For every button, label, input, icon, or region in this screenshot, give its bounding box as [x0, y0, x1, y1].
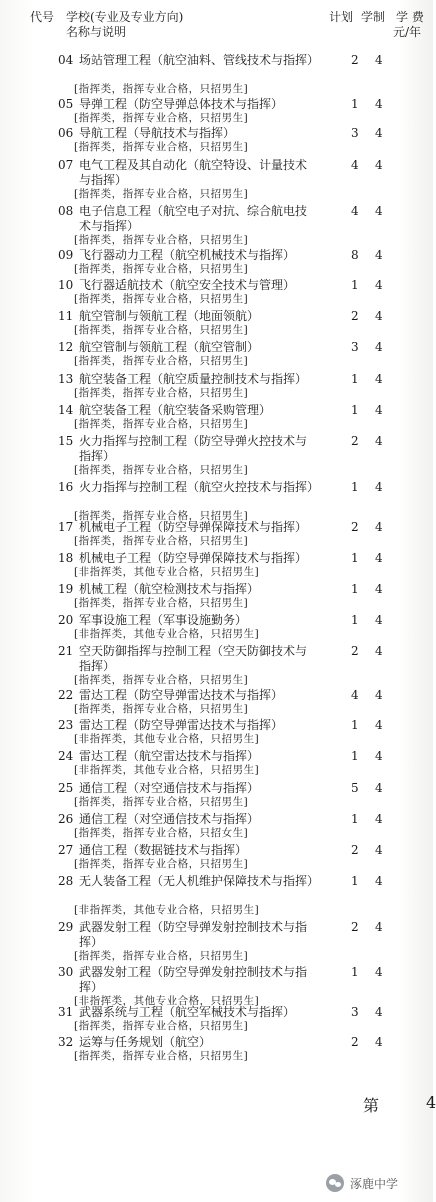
major-name: 通信工程（对空通信技术与指挥） — [79, 781, 260, 795]
major-code: 23 — [58, 718, 74, 732]
major-name: 通信工程（数据链技术与指挥） — [79, 843, 248, 857]
major-name: 空天防御指挥与控制工程（空天防御技术与指挥） — [79, 644, 308, 673]
major-code: 20 — [58, 613, 74, 627]
major-plan: 4 — [351, 158, 359, 172]
major-note: [指挥类，指挥专业合格，只招男生] — [74, 263, 249, 275]
major-note: [指挥类，指挥专业合格，只招男生] — [74, 418, 249, 430]
major-plan: 1 — [351, 372, 359, 386]
major-code: 26 — [58, 812, 74, 826]
major-duration: 4 — [375, 1005, 383, 1019]
major-duration: 4 — [375, 812, 383, 826]
major-code: 16 — [58, 480, 74, 494]
major-code: 24 — [58, 749, 74, 763]
major-code: 22 — [58, 688, 74, 702]
major-plan: 1 — [351, 718, 359, 732]
major-code: 11 — [58, 309, 74, 323]
major-note: [指挥类，指挥专业合格，只招男生] — [74, 858, 249, 870]
major-code: 31 — [58, 1005, 74, 1019]
major-note: [指挥类，指挥专业合格，只招男生] — [74, 597, 249, 609]
major-duration: 4 — [375, 874, 383, 888]
major-duration: 4 — [375, 749, 383, 763]
major-note: [非指挥类，其他专业合格，只招男生] — [74, 566, 260, 578]
major-code: 25 — [58, 781, 74, 795]
header-school-desc: 名称与说明 — [66, 25, 127, 39]
major-code: 06 — [58, 126, 74, 140]
major-name: 航空管制与领航工程（航空管制） — [79, 340, 260, 354]
major-plan: 2 — [351, 434, 359, 448]
major-name: 火力指挥与控制工程（防空导弹火控技术与指挥） — [79, 434, 308, 463]
header-fee-unit: 元/年 — [393, 25, 422, 39]
major-plan: 1 — [351, 613, 359, 627]
major-note: [指挥类，指挥专业合格，只招男生] — [74, 141, 249, 153]
major-note: [指挥类，指挥专业合格，只招男生] — [74, 324, 249, 336]
major-duration: 4 — [375, 718, 383, 732]
watermark — [326, 1173, 398, 1193]
major-name: 机械工程（航空检测技术与指挥） — [79, 582, 260, 596]
header-plan: 计划 — [329, 10, 354, 24]
major-note: [指挥类，指挥专业合格，只招男生] — [74, 703, 249, 715]
major-plan: 4 — [351, 688, 359, 702]
major-name: 机械电子工程（防空导弹保障技术与指挥） — [79, 520, 308, 534]
major-duration: 4 — [375, 480, 383, 494]
major-plan: 1 — [351, 97, 359, 111]
page-number-tail: 4 — [426, 1093, 436, 1112]
watermark-text: 涿鹿中学 — [350, 1176, 399, 1191]
major-note: [指挥类，指挥专业合格，只招女生] — [74, 827, 249, 839]
major-name: 导弹工程（防空导弹总体技术与指挥） — [79, 97, 284, 111]
major-name: 运筹与任务规划（航空） — [79, 1035, 212, 1049]
major-name: 通信工程（对空通信技术与指挥） — [79, 812, 260, 826]
header-school: 学校(专业及专业方向) — [66, 10, 184, 24]
major-note: [指挥类，指挥专业合格，只招男生] — [74, 1050, 249, 1062]
major-duration: 4 — [375, 278, 383, 292]
major-duration: 4 — [375, 613, 383, 627]
major-note: [指挥类，指挥专业合格，只招男生] — [74, 464, 249, 476]
major-plan: 1 — [351, 403, 359, 417]
major-plan: 2 — [351, 843, 359, 857]
major-duration: 4 — [375, 582, 383, 596]
major-plan: 2 — [351, 1035, 359, 1049]
major-duration: 4 — [375, 920, 383, 934]
major-code: 15 — [58, 434, 74, 448]
major-code: 07 — [58, 158, 74, 172]
major-duration: 4 — [375, 248, 383, 262]
major-note: [指挥类，指挥专业合格，只招男生] — [74, 674, 249, 686]
major-note: [指挥类，指挥专业合格，只招男生] — [74, 234, 249, 246]
major-duration: 4 — [375, 204, 383, 218]
major-name: 军事设施工程（军事设施勤务） — [79, 613, 248, 627]
major-code: 32 — [58, 1035, 74, 1049]
major-plan: 3 — [351, 1005, 359, 1019]
major-name: 火力指挥与控制工程（航空火控技术与指挥） — [79, 480, 320, 494]
major-code: 29 — [58, 920, 74, 934]
major-note: [非指挥类，其他专业合格，只招男生] — [74, 628, 260, 640]
major-plan: 2 — [351, 920, 359, 934]
major-code: 05 — [58, 97, 74, 111]
major-note: [指挥类，指挥专业合格，只招男生] — [74, 293, 249, 305]
major-name: 无人装备工程（无人机维护保障技术与指挥） — [79, 874, 320, 888]
major-plan: 3 — [351, 340, 359, 354]
major-note: [指挥类，指挥专业合格，只招男生] — [74, 387, 249, 399]
major-duration: 4 — [375, 434, 383, 448]
major-plan: 1 — [351, 278, 359, 292]
major-plan: 2 — [351, 644, 359, 658]
major-duration: 4 — [375, 551, 383, 565]
major-code: 30 — [58, 965, 74, 979]
major-duration: 4 — [375, 372, 383, 386]
major-duration: 4 — [375, 53, 383, 67]
major-note: [指挥类，指挥专业合格，只招男生] — [74, 188, 249, 200]
major-note: [指挥类，指挥专业合格，只招男生] — [74, 950, 249, 962]
major-name: 航空装备工程（航空装备采购管理） — [79, 403, 272, 417]
major-plan: 1 — [351, 480, 359, 494]
major-name: 航空管制与领航工程（地面领航） — [79, 309, 260, 323]
major-note: [非指挥类，其他专业合格，只招男生] — [74, 904, 260, 916]
header-fee: 学 费 — [396, 10, 424, 24]
major-note: [指挥类，指挥专业合格，只招男生] — [74, 510, 249, 522]
major-duration: 4 — [375, 688, 383, 702]
major-code: 12 — [58, 340, 74, 354]
major-duration: 4 — [375, 158, 383, 172]
major-code: 10 — [58, 278, 74, 292]
major-code: 18 — [58, 551, 74, 565]
major-code: 14 — [58, 403, 74, 417]
major-duration: 4 — [375, 309, 383, 323]
major-code: 04 — [58, 53, 74, 67]
major-name: 飞行器动力工程（航空机械技术与指挥） — [79, 248, 296, 262]
major-name: 飞行器适航技术（航空安全技术与管理） — [79, 278, 296, 292]
major-code: 13 — [58, 372, 74, 386]
major-name: 机械电子工程（防空导弹保障技术与指挥） — [79, 551, 308, 565]
major-duration: 4 — [375, 520, 383, 534]
header-code: 代号 — [30, 10, 55, 24]
major-duration: 4 — [375, 97, 383, 111]
major-plan: 3 — [351, 126, 359, 140]
major-name: 武器发射工程（防空导弹发射控制技术与指挥） — [79, 920, 308, 949]
major-plan: 4 — [351, 204, 359, 218]
major-note: [指挥类，指挥专业合格，只招男生] — [74, 355, 249, 367]
major-name: 雷达工程（防空导弹雷达技术与指挥） — [79, 718, 284, 732]
major-note: [指挥类，指挥专业合格，只招男生] — [74, 535, 249, 547]
major-note: [非指挥类，其他专业合格，只招男生] — [74, 995, 260, 1007]
major-plan: 1 — [351, 874, 359, 888]
major-duration: 4 — [375, 843, 383, 857]
major-duration: 4 — [375, 644, 383, 658]
major-code: 09 — [58, 248, 74, 262]
major-name: 场站管理工程（航空油料、管线技术与指挥） — [79, 53, 320, 67]
major-name: 航空装备工程（航空质量控制技术与指挥） — [79, 372, 308, 386]
major-code: 08 — [58, 204, 74, 218]
major-duration: 4 — [375, 1035, 383, 1049]
major-note: [指挥类，指挥专业合格，只招男生] — [74, 112, 249, 124]
major-name: 电子信息工程（航空电子对抗、综合航电技术与指挥） — [79, 204, 308, 233]
major-duration: 4 — [375, 781, 383, 795]
major-note: [非指挥类，其他专业合格，只招男生] — [74, 733, 260, 745]
major-name: 武器发射工程（防空导弹发射控制技术与指挥） — [79, 965, 308, 994]
table-header — [0, 6, 433, 44]
major-code: 19 — [58, 582, 74, 596]
major-code: 17 — [58, 520, 74, 534]
major-plan: 2 — [351, 53, 359, 67]
major-name: 电气工程及其自动化（航空特设、计量技术与指挥） — [79, 158, 308, 187]
major-plan: 2 — [351, 309, 359, 323]
major-code: 21 — [58, 644, 74, 658]
major-name: 武器系统与工程（航空军械技术与指挥） — [79, 1005, 296, 1019]
major-note: [指挥类，指挥专业合格，只招男生] — [74, 1020, 249, 1032]
major-code: 28 — [58, 874, 74, 888]
major-note: [指挥类，指挥专业合格，只招男生] — [74, 83, 249, 95]
header-duration: 学制 — [361, 10, 386, 24]
major-duration: 4 — [375, 965, 383, 979]
major-code: 27 — [58, 843, 74, 857]
major-note: [非指挥类，其他专业合格，只招男生] — [74, 764, 260, 776]
major-name: 导航工程（导航技术与指挥） — [79, 126, 236, 140]
major-plan: 5 — [351, 781, 359, 795]
major-plan: 2 — [351, 520, 359, 534]
wechat-icon — [326, 1174, 344, 1192]
major-name: 雷达工程（航空雷达技术与指挥） — [79, 749, 260, 763]
major-plan: 1 — [351, 551, 359, 565]
major-duration: 4 — [375, 126, 383, 140]
major-name: 雷达工程（防空导弹雷达技术与指挥） — [79, 688, 284, 702]
major-plan: 1 — [351, 965, 359, 979]
major-duration: 4 — [375, 340, 383, 354]
page-number-label: 第 — [363, 1096, 380, 1115]
major-plan: 1 — [351, 749, 359, 763]
major-duration: 4 — [375, 403, 383, 417]
major-plan: 1 — [351, 812, 359, 826]
major-plan: 8 — [351, 248, 359, 262]
major-plan: 1 — [351, 582, 359, 596]
major-note: [指挥类，指挥专业合格，只招男生] — [74, 796, 249, 808]
